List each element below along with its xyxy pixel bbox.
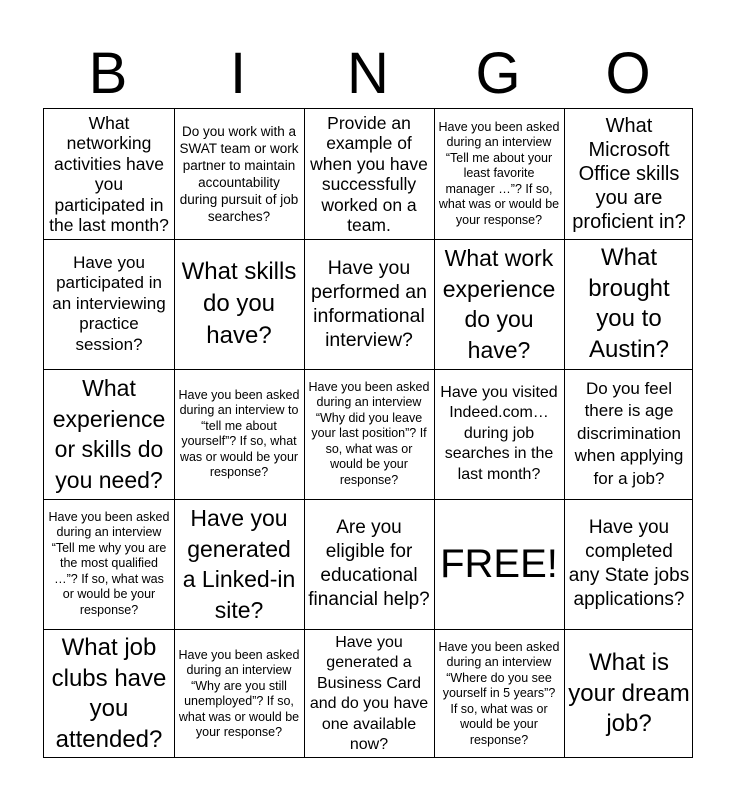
bingo-cell [174,499,304,629]
cell-text: What is your dream job? [568,649,690,738]
bingo-cell [434,109,564,239]
bingo-cell [174,629,304,759]
bingo-cell [304,239,434,369]
grid-line [44,239,692,240]
bingo-cell [434,369,564,499]
cell-text: What skills do you have? [181,258,297,349]
cell-text: What work experience do you have? [442,245,556,363]
bingo-cell [44,369,174,499]
bingo-cell [44,109,174,239]
bingo-cell [434,239,564,369]
cell-text: Have you been asked during an interview “Tell me about your least favorite manager …”? If so, what was or would be your response? [438,119,560,227]
bingo-cell [174,239,304,369]
bingo-cell [44,629,174,759]
bingo-grid [43,108,693,758]
bingo-cell [174,109,304,239]
cell-text: Have you participated in an interviewing practice session? [52,252,166,354]
cell-text: Have you been asked during an interview “Where do you see yourself in 5 years”? If so, what was or would be your response? [438,639,560,747]
grid-line [304,109,305,757]
cell-text: Do you feel there is age discrimination when applying for a job? [574,378,684,488]
free-space [434,499,564,629]
cell-text: Have you generated a Linked-in site? [182,505,296,623]
cell-text: Do you work with a SWAT team or work partner to maintain accountability during pursuit of job searches? [179,124,299,224]
cell-text: Have you been asked during an interview “Tell me why you are the most qualified …”? If so, what was or would be your response? [48,509,170,617]
cell-text: Have you been asked during an interview “Why are you still unemployed”? If so, what was or would be your response? [178,647,300,739]
header-letter-n: N [347,41,389,106]
bingo-cell [304,369,434,499]
cell-text: Have you been asked during an interview to “tell me about yourself”? If so, what was or would be your response? [178,387,300,479]
cell-text: Have you been asked during an interview “Why did you leave your last position”? If so, what was or would be your response? [308,379,430,487]
free-space-label: FREE! [440,542,558,586]
bingo-cell [564,369,694,499]
cell-text: Have you performed an informational interview? [311,257,427,351]
grid-line [434,109,435,757]
cell-text: What job clubs have you attended? [51,634,167,753]
cell-text: What brought you to Austin? [588,244,670,363]
bingo-cell [564,239,694,369]
grid-line [44,499,692,500]
bingo-cell [304,499,434,629]
cell-text: Have you completed any State jobs applications? [568,517,690,610]
bingo-cell [174,369,304,499]
grid-line [564,109,565,757]
bingo-cell [304,629,434,759]
bingo-cell [434,629,564,759]
cell-text: What Microsoft Office skills you are proficient in? [572,115,686,233]
grid-line [174,109,175,757]
bingo-header [43,40,693,108]
bingo-cell [304,109,434,239]
grid-line [44,629,692,630]
cell-text: What experience or skills do you need? [52,375,166,493]
bingo-cell [564,629,694,759]
cell-text: Provide an example of when you have successfully worked on a team. [310,112,428,235]
header-letter-g: G [475,41,521,106]
bingo-cell [44,239,174,369]
bingo-cell [564,499,694,629]
header-letter-b: B [88,41,128,106]
header-letter-o: O [605,41,651,106]
cell-text: Have you generated a Business Card and do you have one available now? [309,633,429,753]
bingo-cell [564,109,694,239]
grid-line [44,369,692,370]
cell-text: Are you eligible for educational financial help? [308,517,430,610]
cell-text: What networking activities have you participated in the last month? [49,112,169,235]
bingo-cell [44,499,174,629]
header-letter-i: I [229,41,247,106]
cell-text: Have you visited Indeed.com… during job searches in the last month? [440,383,558,483]
